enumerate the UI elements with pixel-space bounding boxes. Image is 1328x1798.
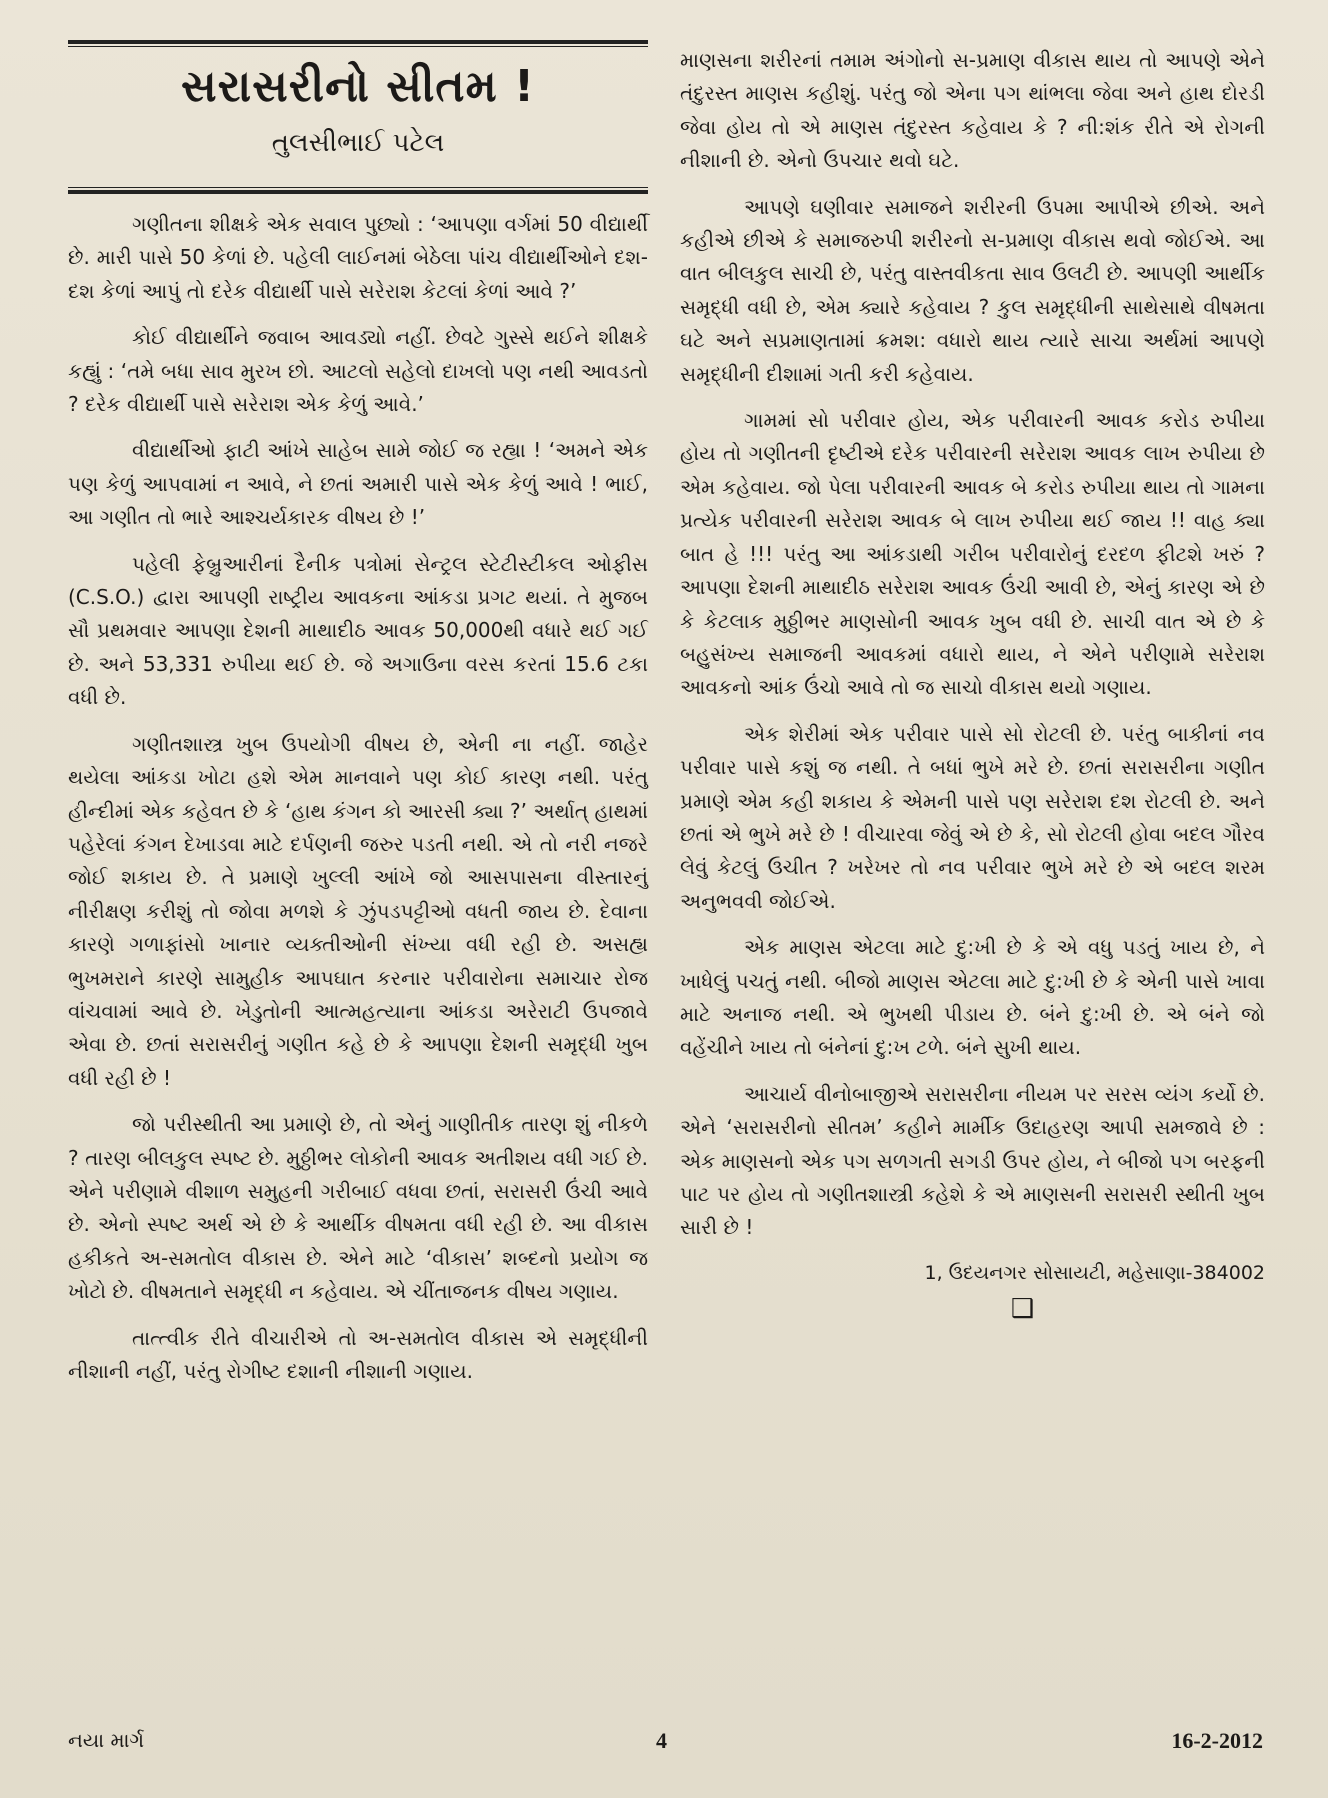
header-rule-top	[68, 40, 648, 44]
left-column	[68, 40, 648, 1401]
header-rule-bottom-thin	[68, 187, 648, 188]
right-column	[680, 44, 1265, 1324]
header-rule-top-thin	[68, 46, 648, 47]
article-author: તુલસીભાઈ પટેલ	[271, 128, 445, 158]
paragraph: વીદ્યાર્થીઓ ફાટી આંખે સાહેબ સામે જોઈ જ રહ્યા ! ‘અમને એક પણ કેળું આપવામાં ન આવે, ને છતાં અમારી પાસે એક કેળું આવે ! ભાઈ, આ ગણીત તો ભારે આશ્ચર્યકારક વીષય છે !’	[68, 438, 648, 530]
issue-date: 16-2-2012	[1171, 1728, 1263, 1753]
header-rule-bottom	[68, 190, 648, 194]
paragraph: આપણે ઘણીવાર સમાજને શરીરની ઉપમા આપીએ છીએ. અને કહીએ છીએ કે સમાજરુપી શરીરનો સ-પ્રમાણ વીકાસ થવો જોઈએ. આ વાત બીલકુલ સાચી છે, પરંતુ વાસ્તવીકતા સાવ ઉલટી છે. આપણી આર્થીક સમૃદ્ધી વધી છે, એમ ક્યારે કહેવાય ? કુલ સમૃદ્ધીની સાથેસાથે વીષમતા ઘટે અને સપ્રમાણતામાં ક્રમશ: વધારો થાય ત્યારે સાચા અર્થમાં આપણે સમૃદ્ધીની દીશામાં ગતી કરી કહેવાય.	[680, 194, 1265, 386]
page-number: 4	[656, 1728, 667, 1753]
paragraph: ગણીતના શીક્ષકે એક સવાલ પુછ્યો : ‘આપણા વર્ગમાં 50 વીદ્યાર્થી છે. મારી પાસે 50 કેળાં છે. પહેલી લાઈનમાં બેઠેલા પાંચ વીદ્યાર્થીઓને દશ-દશ કેળાં આપું તો દરેક વીદ્યાર્થી પાસે સરેરાશ કેટલાં કેળાં આવે ?’	[68, 212, 648, 303]
paragraph: એક શેરીમાં એક પરીવાર પાસે સો રોટલી છે. પરંતુ બાકીનાં નવ પરીવાર પાસે કશું જ નથી. તે બધાં ભુખે મરે છે. છતાં સરાસરીના ગણીત પ્રમાણે એમ કહી શકાય કે એમની પાસે પણ સરેરાશ દશ રોટલી છે. અને છતાં એ ભુખે મરે છે ! વીચારવા જેવું એ છે કે, સો રોટલી હોવા બદલ ગૌરવ લેવું કેટલું ઉચીત ? ખરેખર તો નવ પરીવાર ભુખે મરે છે એ બદલ શરમ અનુભવવી જોઈએ.	[680, 721, 1265, 913]
paragraph: ગણીતશાસ્ત્ર ખુબ ઉપયોગી વીષય છે, એની ના નહીં. જાહેર થયેલા આંકડા ખોટા હશે એમ માનવાને પણ કોઈ કારણ નથી. પરંતુ હીન્દીમાં એક કહેવત છે કે ‘હાથ કંગન કો આરસી ક્યા ?’ અર્થાત્ હાથમાં પહેરેલાં કંગન દેખાડવા માટે દર્પણની જરુર પડતી નથી. એ તો નરી નજરે જોઈ શકાય છે. તે પ્રમાણે ખુલ્લી આંખે જો આસપાસના વીસ્તારનું નીરીક્ષણ કરીશું તો જોવા મળશે કે ઝુંપડપટ્ટીઓ વધતી જાય છે. દેવાના કારણે ગળાફાંસો ખાનાર વ્યક્તીઓની સંખ્યા વધી રહી છે. અસહ્ય ભુખમરાને કારણે સામુહીક આપઘાત કરનાર પરીવારોના સમાચાર રોજ વાંચવામાં આવે છે. ખેડુતોની આત્મહત્યાના આંકડા અરેરાટી ઉપજાવે એવા છે. છતાં સરાસરીનું ગણીત કહે છે કે આપણા દેશની સમૃદ્ધી ખુબ વધી રહી છે !	[68, 731, 648, 1090]
page-footer	[68, 1728, 1263, 1762]
author-address: 1, ઉદયનગર સોસાયટી, મહેસાણા-384002	[924, 1261, 1265, 1284]
end-of-article-icon: ❑	[1010, 1293, 1035, 1324]
paragraph: આચાર્ય વીનોબાજીએ સરાસરીના નીયમ પર સરસ વ્યંગ કર્યો છે. એને ‘સરાસરીનો સીતમ’ કહીને માર્મીક ઉદાહરણ આપી સમજાવે છે : એક માણસનો એક પગ સળગતી સગડી ઉપર હોય, ને બીજો પગ બરફની પાટ પર હોય તો ગણીતશાસ્ત્રી કહેશે કે એ માણસની સરાસરી સ્થીતી ખુબ સારી છે !	[680, 1081, 1265, 1240]
paragraph: ગામમાં સો પરીવાર હોય, એક પરીવારની આવક કરોડ રુપીયા હોય તો ગણીતની દૃષ્ટીએ દરેક પરીવારની સરેરાશ આવક લાખ રુપીયા છે એમ કહેવાય. જો પેલા પરીવારની આવક બે કરોડ રુપીયા થાય તો ગામના પ્રત્યેક પરીવારની સરેરાશ આવક બે લાખ રુપીયા થઈ જાય !! વાહ ક્યા બાત હે !!! પરંતુ આ આંકડાથી ગરીબ પરીવારોનું દરદળ ફીટશે ખરું ? આપણા દેશની માથાદીઠ સરેરાશ આવક ઉંચી આવી છે, એનું કારણ એ છે કે કેટલાક મુઠ્ઠીભર માણસોની આવક ખુબ વધી છે. સાચી વાત એ છે કે બહુસંખ્ય સમાજની આવકમાં વધારો થાય, ને એને પરીણામે સરેરાશ આવકનો આંક ઉંચો આવે તો જ સાચો વીકાસ થયો ગણાય.	[680, 408, 1265, 700]
paragraph: પહેલી ફેબ્રુઆરીનાં દૈનીક પત્રોમાં સેન્ટ્રલ સ્ટેટીસ્ટીકલ ઓફીસ (C.S.O.) દ્વારા આપણી રાષ્ટ્રીય આવકના આંકડા પ્રગટ થયાં. તે મુજબ સૌ પ્રથમવાર આપણા દેશની માથાદીઠ આવક 50,000થી વધારે થઈ ગઈ છે. અને 53,331 રુપીયા થઈ છે. જે અગાઉના વરસ કરતાં 15.6 ટકા વધી છે.	[68, 551, 648, 710]
paragraph: એક માણસ એટલા માટે દુ:ખી છે કે એ વધુ પડતું ખાય છે, ને ખાધેલું પચતું નથી. બીજો માણસ એટલા માટે દુ:ખી છે કે એની પાસે ખાવા માટે અનાજ નથી. એ ભુખથી પીડાય છે. બંને દુ:ખી છે. એ બંને જો વહેંચીને ખાય તો બંનેનાં દુ:ખ ટળે. બંને સુખી થાય.	[680, 935, 1265, 1060]
paragraph: તાત્ત્વીક રીતે વીચારીએ તો અ-સમતોલ વીકાસ એ સમૃદ્ધીની નીશાની નહીં, પરંતુ રોગીષ્ટ દશાની નીશાની ગણાય.	[68, 1325, 648, 1383]
publication-name: નયા માર્ગ	[68, 1728, 145, 1752]
article-title: સરાસરીનો સીતમ !	[180, 61, 536, 112]
paragraph: કોઈ વીદ્યાર્થીને જવાબ આવડ્યો નહીં. છેવટે ગુસ્સે થઈને શીક્ષકે કહ્યું : ‘તમે બધા સાવ મુરખ છો. આટલો સહેલો દાખલો પણ નથી આવડતો ? દરેક વીદ્યાર્થી પાસે સરેરાશ એક કેળું આવે.’	[68, 325, 648, 417]
paragraph: જો પરીસ્થીતી આ પ્રમાણે છે, તો એનું ગાણીતીક તારણ શું નીકળે ? તારણ બીલકુલ સ્પષ્ટ છે. મુઠ્ઠીભર લોકોની આવક અતીશય વધી ગઈ છે. એને પરીણામે વીશાળ સમુહની ગરીબાઈ વધવા છતાં, સરાસરી ઉંચી આવે છે. એનો સ્પષ્ટ અર્થ એ છે કે આર્થીક વીષમતા વધી રહી છે. આ વીકાસ હકીકતે અ-સમતોલ વીકાસ છે. એને માટે ‘વીકાસ’ શબ્દનો પ્રયોગ જ ખોટો છે. વીષમતાને સમૃદ્ધી ન કહેવાય. એ ચીંતાજનક વીષય ગણાય.	[68, 1112, 648, 1304]
article-header	[68, 40, 648, 194]
paragraph: માણસના શરીરનાં તમામ અંગોનો સ-પ્રમાણ વીકાસ થાય તો આપણે એને તંદુરસ્ત માણસ કહીશું. પરંતુ જો એના પગ થાંભલા જેવા અને હાથ દોરડી જેવા હોય તો એ માણસ તંદુરસ્ત કહેવાય કે ? ની:શંક રીતે એ રોગની નીશાની છે. એનો ઉપચાર થવો ઘટે.	[680, 48, 1265, 173]
